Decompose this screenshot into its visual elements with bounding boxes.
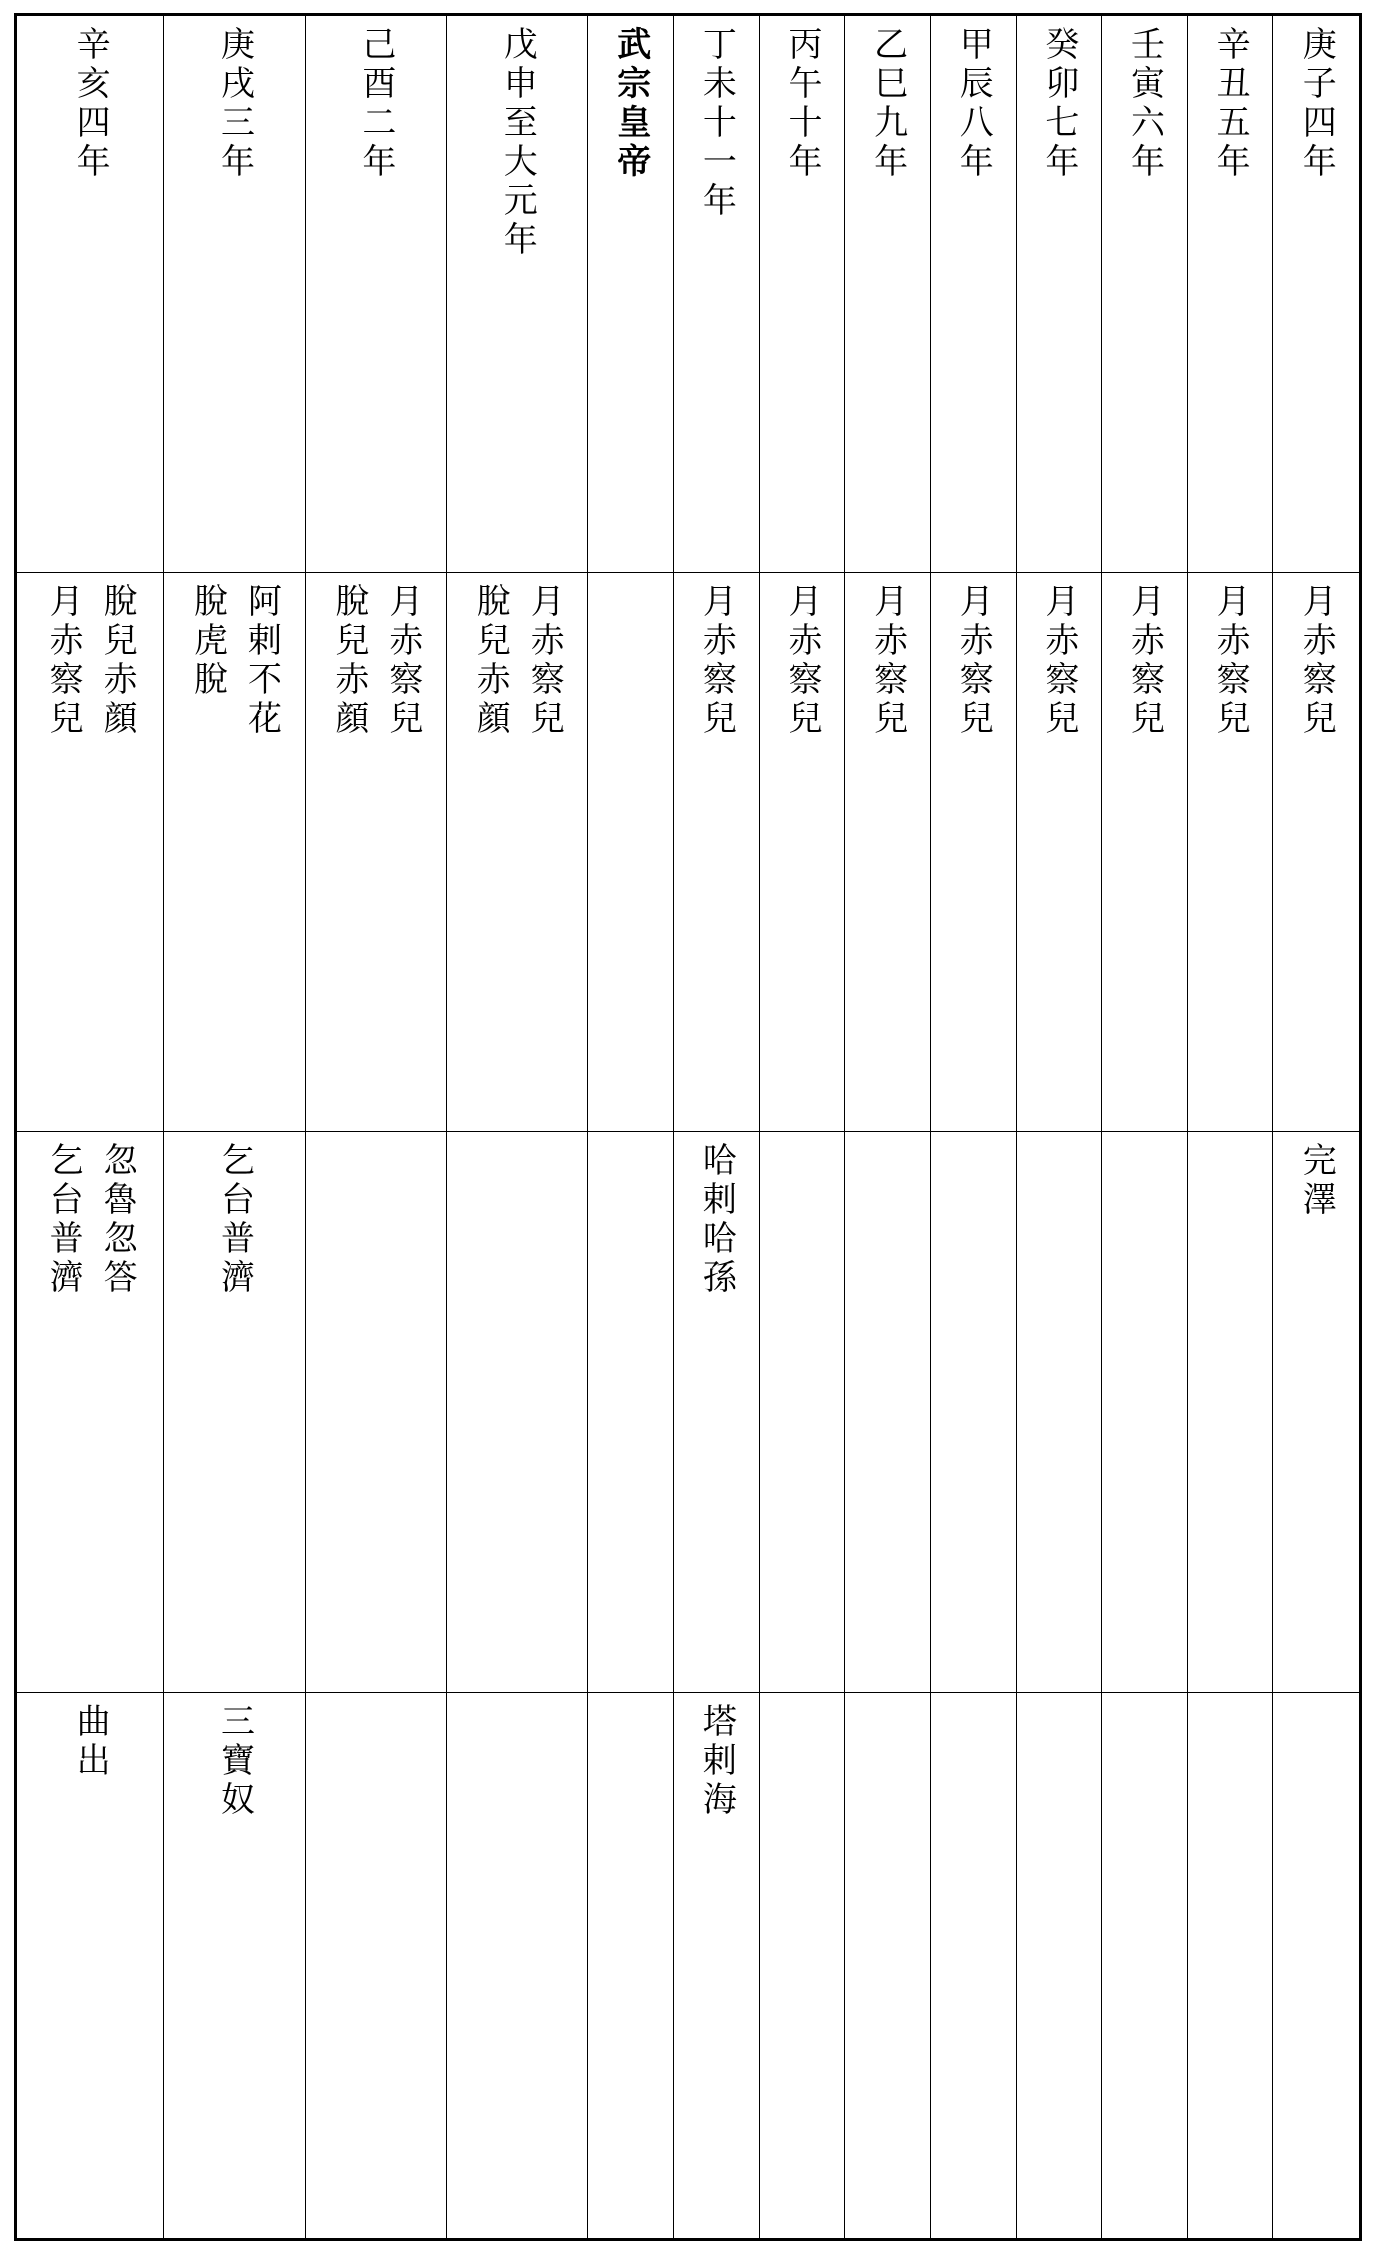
- year-header-cell: [1102, 16, 1187, 573]
- name-cell: [674, 573, 759, 1132]
- name-cell: [1188, 1693, 1273, 2238]
- chronology-table: [14, 13, 1362, 2241]
- official-name: 月赤察兒: [953, 583, 994, 739]
- name-cell: [17, 573, 163, 1132]
- name-cell: [447, 1693, 587, 2238]
- table-column: [17, 16, 163, 2238]
- year-header-cell: [17, 16, 163, 573]
- name-cell: [17, 1132, 163, 1693]
- name-cell: [1102, 573, 1187, 1132]
- year-label: 丁未十一年: [696, 26, 737, 221]
- year-header-cell: [931, 16, 1016, 573]
- name-cell: [164, 1693, 304, 2238]
- name-cell: [164, 573, 304, 1132]
- name-cell: [1017, 1132, 1102, 1693]
- name-cell: [845, 1693, 930, 2238]
- name-cell: [1102, 1132, 1187, 1693]
- name-cell: [674, 1132, 759, 1693]
- name-cell: [674, 1693, 759, 2238]
- name-cell: [931, 573, 1016, 1132]
- year-label: 癸卯七年: [1038, 26, 1079, 182]
- name-cell: [1273, 573, 1359, 1132]
- year-label: 己酉二年: [355, 26, 396, 182]
- official-name: 月赤察兒: [781, 583, 822, 739]
- official-name: 三寶奴: [214, 1703, 255, 1820]
- name-cell: [447, 1132, 587, 1693]
- name-cell: [588, 1693, 673, 2238]
- table-column: [844, 16, 930, 2238]
- table-column: [446, 16, 587, 2238]
- year-header-cell: [845, 16, 930, 573]
- official-name: 脫虎脫: [187, 583, 228, 700]
- name-cell: [1017, 573, 1102, 1132]
- official-name: 阿剌不花: [241, 583, 282, 739]
- name-cell: [931, 1132, 1016, 1693]
- name-cell: [1273, 1132, 1359, 1693]
- official-name: 乞台普濟: [214, 1142, 255, 1298]
- year-label: 辛亥四年: [70, 26, 111, 182]
- official-name: 月赤察兒: [524, 583, 565, 739]
- name-cell: [1188, 1132, 1273, 1693]
- year-label: 壬寅六年: [1124, 26, 1165, 182]
- name-cell: [1273, 1693, 1359, 2238]
- official-name: 完澤: [1296, 1142, 1337, 1220]
- official-name: 脫兒赤顔: [328, 583, 369, 739]
- name-cell: [1102, 1693, 1187, 2238]
- official-name: 月赤察兒: [1038, 583, 1079, 739]
- name-cell: [845, 573, 930, 1132]
- name-cell: [760, 1132, 845, 1693]
- name-cell: [760, 573, 845, 1132]
- name-cell: [164, 1132, 304, 1693]
- year-header-cell: [588, 16, 673, 573]
- table-column: [305, 16, 446, 2238]
- year-header-cell: [760, 16, 845, 573]
- official-name: 月赤察兒: [43, 583, 84, 739]
- name-cell: [588, 1132, 673, 1693]
- year-label: 丙午十年: [781, 26, 822, 182]
- name-cell: [17, 1693, 163, 2238]
- table-column: [759, 16, 845, 2238]
- year-header-cell: [164, 16, 304, 573]
- name-cell: [1017, 1693, 1102, 2238]
- year-header-cell: [306, 16, 446, 573]
- year-label: 甲辰八年: [953, 26, 994, 182]
- official-name: 月赤察兒: [1296, 583, 1337, 739]
- table-column: [163, 16, 304, 2238]
- official-name: 曲出: [70, 1703, 111, 1781]
- name-cell: [447, 573, 587, 1132]
- table-column: [1272, 16, 1359, 2238]
- official-name: 月赤察兒: [1210, 583, 1251, 739]
- year-label: 乙巳九年: [867, 26, 908, 182]
- name-cell: [588, 573, 673, 1132]
- official-name: 塔剌海: [696, 1703, 737, 1820]
- name-cell: [306, 1132, 446, 1693]
- official-name: 忽魯忽答: [97, 1142, 138, 1298]
- name-cell: [1188, 573, 1273, 1132]
- official-name: 哈剌哈孫: [696, 1142, 737, 1298]
- year-header-cell: [447, 16, 587, 573]
- table-column: [1016, 16, 1102, 2238]
- table-column: [1101, 16, 1187, 2238]
- year-label: 庚戌三年: [214, 26, 255, 182]
- name-cell: [845, 1132, 930, 1693]
- table-column: [673, 16, 759, 2238]
- emperor-heading: 武宗皇帝: [610, 26, 651, 182]
- name-cell: [931, 1693, 1016, 2238]
- official-name: 月赤察兒: [1124, 583, 1165, 739]
- table-column: [1187, 16, 1273, 2238]
- year-header-cell: [1273, 16, 1359, 573]
- year-header-cell: [674, 16, 759, 573]
- year-label: 戊申至大元年: [497, 26, 538, 260]
- year-header-cell: [1188, 16, 1273, 573]
- name-cell: [306, 573, 446, 1132]
- year-label: 庚子四年: [1296, 26, 1337, 182]
- official-name: 脫兒赤顔: [97, 583, 138, 739]
- table-column: [587, 16, 673, 2238]
- official-name: 脫兒赤顔: [470, 583, 511, 739]
- year-header-cell: [1017, 16, 1102, 573]
- official-name: 月赤察兒: [696, 583, 737, 739]
- official-name: 月赤察兒: [867, 583, 908, 739]
- official-name: 乞台普濟: [43, 1142, 84, 1298]
- table-column: [930, 16, 1016, 2238]
- name-cell: [306, 1693, 446, 2238]
- official-name: 月赤察兒: [382, 583, 423, 739]
- name-cell: [760, 1693, 845, 2238]
- year-label: 辛丑五年: [1210, 26, 1251, 182]
